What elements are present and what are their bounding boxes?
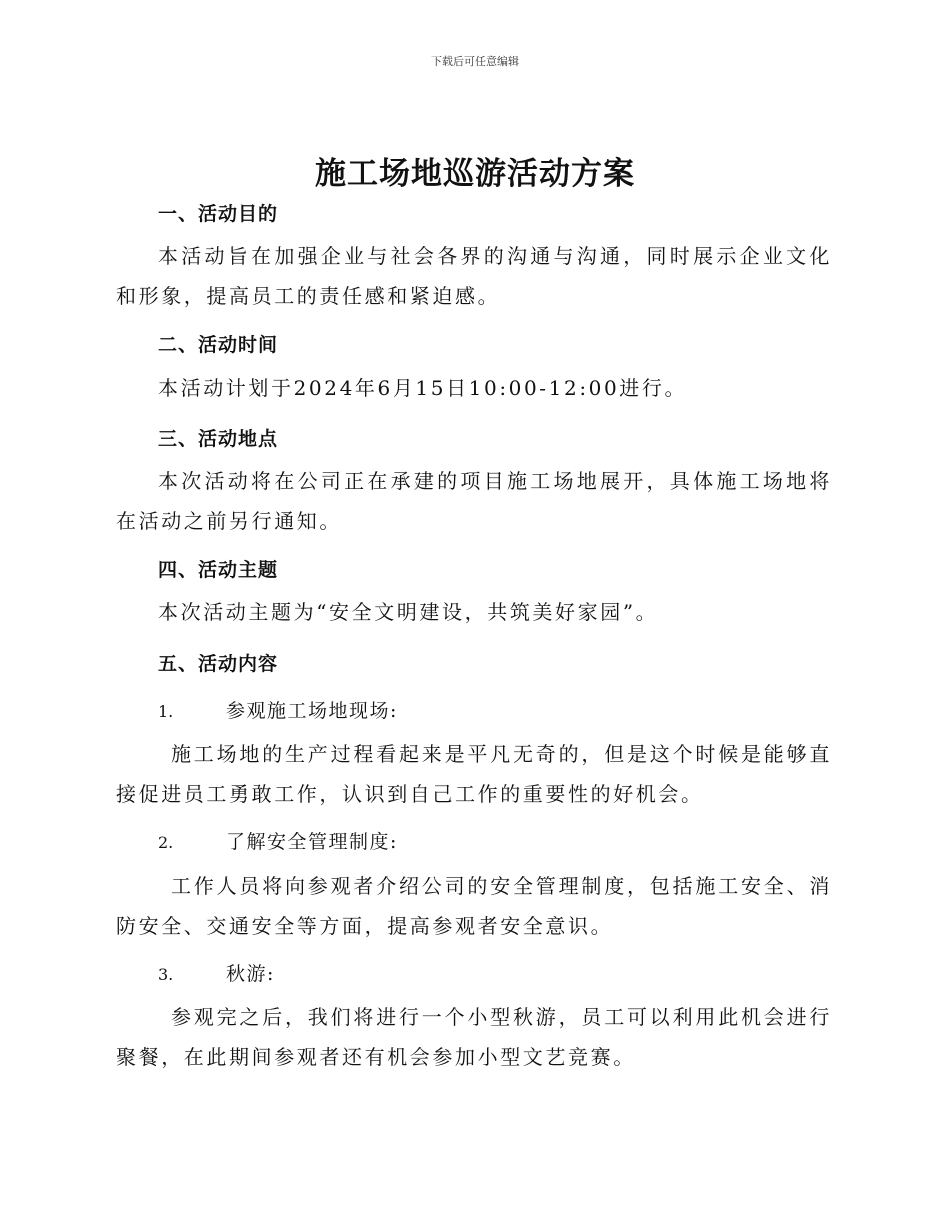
section-heading-time: 二、活动时间 xyxy=(158,334,279,356)
section-heading-theme: 四、活动主题 xyxy=(158,559,279,581)
list-item-description: 参观完之后，我们将进行一个小型秋游，员工可以利用此机会进行聚餐，在此期间参观者还有机会参加小型文艺竞赛。 xyxy=(116,1005,832,1069)
section-heading-location: 三、活动地点 xyxy=(158,428,279,450)
section-text-location: 本次活动将在公司正在承建的项目施工场地展开，具体施工场地将在活动之前另行通知。 xyxy=(116,469,832,533)
page-header-note: 下载后可任意编辑 xyxy=(431,55,519,68)
list-item-description: 施工场地的生产过程看起来是平凡无奇的，但是这个时候是能够直接促进员工勇敢工作，认识到自己工作的重要性的好机会。 xyxy=(116,742,832,806)
list-item-1 xyxy=(158,696,398,723)
list-item-title: 参观施工场地现场: xyxy=(226,700,398,722)
section-text-time: 本活动计划于2024年6月15日10:00-12:00进行。 xyxy=(158,376,688,400)
list-item-2 xyxy=(158,827,398,854)
list-item-title: 秋游: xyxy=(226,963,275,985)
list-item-title: 了解安全管理制度: xyxy=(226,831,398,853)
section-text-purpose: 本活动旨在加强企业与社会各界的沟通与沟通，同时展示企业文化和形象，提高员工的责任感和紧迫感。 xyxy=(116,244,832,308)
list-item-description: 工作人员将向参观者介绍公司的安全管理制度，包括施工安全、消防安全、交通安全等方面，提高参观者安全意识。 xyxy=(116,874,832,938)
section-heading-purpose: 一、活动目的 xyxy=(158,203,279,225)
section-heading-content: 五、活动内容 xyxy=(158,653,279,675)
list-item-number: 3. xyxy=(158,965,174,984)
section-text-theme: 本次活动主题为“安全文明建设，共筑美好家园”。 xyxy=(158,600,659,624)
list-item-number: 1. xyxy=(158,702,174,721)
list-item-3 xyxy=(158,959,275,986)
document-title: 施工场地巡游活动方案 xyxy=(315,156,635,192)
list-item-number: 2. xyxy=(158,833,174,852)
